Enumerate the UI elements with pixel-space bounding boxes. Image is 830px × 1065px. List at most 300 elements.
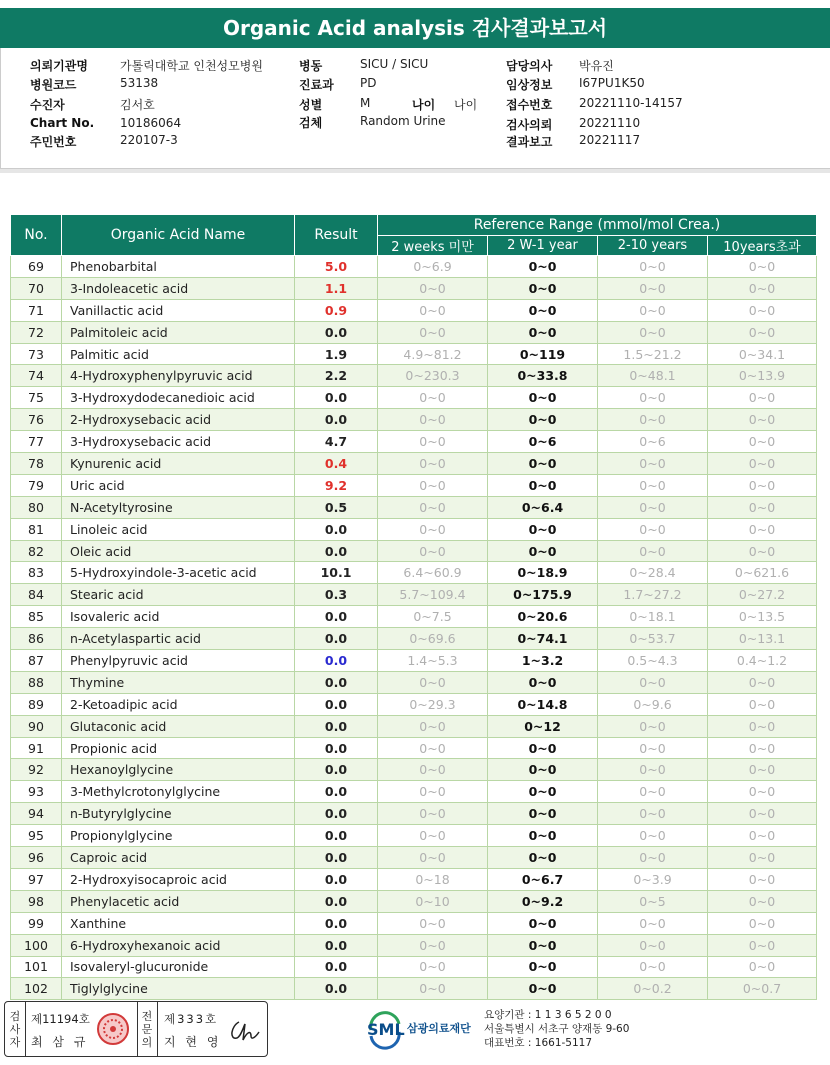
cell-ref-4: 0~0 [708,671,817,693]
cell-name: 2-Hydroxysebacic acid [62,409,295,431]
cell-no: 83 [11,562,62,584]
chart-value: 10186064 [120,116,182,130]
cell-result: 0.0 [295,956,378,978]
cell-no: 74 [11,365,62,387]
table-row [11,453,817,475]
cell-result: 0.9 [295,299,378,321]
cell-name: Phenylpyruvic acid [62,650,295,672]
col-header-reference: Reference Range (mmol/mol Crea.) [378,215,817,236]
cell-ref-1: 0~0 [378,540,488,562]
cell-ref-4: 0~0 [708,781,817,803]
table-row [11,868,817,890]
cell-ref-4: 0~0 [708,256,817,278]
table-row [11,365,817,387]
cell-no: 82 [11,540,62,562]
id-label: 주민번호 [30,135,77,149]
cell-result: 4.7 [295,431,378,453]
cell-ref-2: 0~0 [488,256,598,278]
company-contact [484,1008,629,1050]
cell-result: 0.0 [295,825,378,847]
cell-name: N-Acetyltyrosine [62,496,295,518]
cell-no: 84 [11,584,62,606]
signature-box [4,1001,268,1057]
care-code: 요양기관 : 1 1 3 6 5 2 0 0 [484,1009,612,1021]
cell-ref-1: 0~0 [378,671,488,693]
cell-ref-2: 0~20.6 [488,606,598,628]
table-row [11,759,817,781]
cell-result: 0.3 [295,584,378,606]
cell-ref-4: 0~27.2 [708,584,817,606]
cell-ref-1: 0~0 [378,912,488,934]
table-row [11,912,817,934]
cell-ref-1: 4.9~81.2 [378,343,488,365]
cell-ref-2: 0~12 [488,715,598,737]
cell-no: 73 [11,343,62,365]
receipt-label: 접수번호 [506,98,553,112]
cell-ref-3: 0~48.1 [598,365,708,387]
cell-name: Palmitic acid [62,343,295,365]
cell-ref-4: 0~0 [708,825,817,847]
cell-ref-4: 0~0 [708,956,817,978]
cell-ref-1: 0~0 [378,496,488,518]
cell-ref-3: 0~0 [598,496,708,518]
sex-value: M [360,96,371,110]
cell-ref-1: 5.7~109.4 [378,584,488,606]
cell-ref-1: 0~0 [378,387,488,409]
table-row [11,343,817,365]
table-row [11,299,817,321]
cell-ref-3: 0~0 [598,847,708,869]
clinical-label: 임상정보 [506,78,553,92]
cell-name: Kynurenic acid [62,453,295,475]
cell-ref-1: 1.4~5.3 [378,650,488,672]
report-date-label: 결과보고 [506,135,553,149]
cell-ref-4: 0~0 [708,759,817,781]
table-row [11,847,817,869]
cell-no: 86 [11,628,62,650]
cell-result: 0.0 [295,628,378,650]
table-row [11,650,817,672]
code-label: 병원코드 [30,78,77,92]
cell-no: 76 [11,409,62,431]
specialist-label: 전문의 [141,1010,153,1049]
table-row [11,584,817,606]
cell-name: Isovaleryl-glucuronide [62,956,295,978]
cell-ref-1: 0~0 [378,474,488,496]
examiner-no: 제11194호 [31,1012,90,1026]
cell-name: 5-Hydroxyindole-3-acetic acid [62,562,295,584]
examiner-label: 검사자 [9,1010,21,1049]
hospital-label: 의뢰기관명 [30,59,88,73]
table-row [11,978,817,1000]
cell-ref-3: 0~0 [598,825,708,847]
table-row [11,825,817,847]
cell-ref-2: 0~33.8 [488,365,598,387]
cell-ref-3: 0~0 [598,277,708,299]
cell-no: 79 [11,474,62,496]
cell-name: Glutaconic acid [62,715,295,737]
cell-result: 0.0 [295,759,378,781]
cell-no: 97 [11,868,62,890]
cell-ref-1: 0~0 [378,715,488,737]
cell-ref-4: 0~0 [708,387,817,409]
report-date-value: 20221117 [579,133,641,147]
cell-ref-2: 0~0 [488,912,598,934]
cell-result: 0.0 [295,803,378,825]
cell-ref-4: 0~0 [708,540,817,562]
cell-ref-3: 0~0 [598,474,708,496]
table-row [11,628,817,650]
examiner-seal-icon [96,1012,130,1046]
cell-result: 0.0 [295,912,378,934]
cell-name: 2-Hydroxyisocaproic acid [62,868,295,890]
dept-label: 진료과 [299,78,334,92]
table-row [11,540,817,562]
cell-ref-1: 0~0 [378,453,488,475]
cell-ref-1: 0~0 [378,299,488,321]
col-header-no: No. [11,215,62,256]
cell-name: Hexanoylglycine [62,759,295,781]
cell-no: 100 [11,934,62,956]
cell-result: 0.0 [295,671,378,693]
cell-name: Tiglylglycine [62,978,295,1000]
company-name: 삼광의료재단 [407,1022,471,1035]
results-body [11,256,817,1000]
cell-no: 81 [11,518,62,540]
cell-ref-4: 0~0 [708,868,817,890]
cell-ref-2: 0~0 [488,737,598,759]
cell-ref-3: 0~0 [598,409,708,431]
cell-ref-3: 0~28.4 [598,562,708,584]
cell-name: Thymine [62,671,295,693]
cell-ref-3: 0~5 [598,890,708,912]
cell-result: 0.0 [295,781,378,803]
cell-ref-4: 0~13.1 [708,628,817,650]
cell-no: 94 [11,803,62,825]
patient-value: 김서호 [120,98,155,112]
cell-result: 0.5 [295,496,378,518]
cell-ref-2: 0~18.9 [488,562,598,584]
cell-ref-1: 0~0 [378,934,488,956]
cell-ref-4: 0~0 [708,431,817,453]
request-value: 20221110 [579,116,641,130]
cell-ref-2: 0~0 [488,759,598,781]
table-row [11,387,817,409]
table-row [11,256,817,278]
cell-result: 0.0 [295,934,378,956]
cell-ref-3: 0~0 [598,299,708,321]
cell-ref-2: 0~0 [488,803,598,825]
cell-name: Caproic acid [62,847,295,869]
footer [0,998,830,1065]
cell-ref-1: 0~0 [378,803,488,825]
cell-ref-1: 0~0 [378,759,488,781]
cell-result: 0.0 [295,737,378,759]
cell-ref-2: 0~0 [488,453,598,475]
cell-ref-3: 0~0 [598,803,708,825]
col-header-ref-4: 10years초과 [708,235,817,256]
results-table [10,214,817,1000]
col-header-result: Result [295,215,378,256]
specialist-no: 제333호 [164,1012,219,1026]
cell-no: 72 [11,321,62,343]
col-header-ref-2: 2 W-1 year [488,235,598,256]
cell-ref-1: 6.4~60.9 [378,562,488,584]
cell-no: 91 [11,737,62,759]
cell-ref-4: 0~0.7 [708,978,817,1000]
cell-ref-3: 1.7~27.2 [598,584,708,606]
cell-ref-2: 1~3.2 [488,650,598,672]
cell-ref-1: 0~0 [378,956,488,978]
cell-ref-3: 0~6 [598,431,708,453]
table-row [11,518,817,540]
cell-result: 1.1 [295,277,378,299]
clinical-value: I67PU1K50 [579,76,645,90]
code-value: 53138 [120,76,159,90]
cell-ref-2: 0~0 [488,540,598,562]
cell-ref-4: 0~0 [708,912,817,934]
cell-no: 96 [11,847,62,869]
table-row [11,431,817,453]
table-row [11,606,817,628]
cell-result: 0.0 [295,978,378,1000]
cell-result: 0.0 [295,693,378,715]
cell-name: Xanthine [62,912,295,934]
cell-result: 1.9 [295,343,378,365]
cell-ref-4: 0~13.9 [708,365,817,387]
age-value: 나이 [454,98,478,112]
cell-ref-1: 0~29.3 [378,693,488,715]
address: 서울특별시 서초구 양재동 9-60 [484,1023,630,1035]
cell-result: 0.0 [295,518,378,540]
cell-no: 95 [11,825,62,847]
cell-name: n-Butyrylglycine [62,803,295,825]
cell-name: Phenylacetic acid [62,890,295,912]
cell-name: 3-Hydroxysebacic acid [62,431,295,453]
cell-result: 0.0 [295,650,378,672]
cell-result: 0.0 [295,387,378,409]
table-row [11,277,817,299]
cell-ref-4: 0~0 [708,453,817,475]
cell-ref-3: 0~9.6 [598,693,708,715]
cell-result: 10.1 [295,562,378,584]
cell-name: Palmitoleic acid [62,321,295,343]
cell-name: Stearic acid [62,584,295,606]
cell-ref-2: 0~74.1 [488,628,598,650]
cell-ref-2: 0~0 [488,321,598,343]
cell-ref-4: 0~0 [708,693,817,715]
cell-no: 88 [11,671,62,693]
cell-result: 0.0 [295,868,378,890]
cell-ref-2: 0~0 [488,825,598,847]
cell-ref-1: 0~230.3 [378,365,488,387]
age-label: 나이 [412,98,436,112]
table-row [11,496,817,518]
phone: 대표번호 : 1661-5117 [484,1037,593,1049]
table-row [11,715,817,737]
report-title: Organic Acid analysis 검사결과보고서 [0,8,830,48]
table-row [11,803,817,825]
cell-ref-2: 0~0 [488,387,598,409]
cell-ref-1: 0~0 [378,825,488,847]
cell-no: 101 [11,956,62,978]
cell-ref-4: 0~0 [708,715,817,737]
patient-info-section [0,48,830,169]
cell-ref-3: 0~0 [598,540,708,562]
cell-ref-1: 0~0 [378,781,488,803]
cell-ref-3: 0~0 [598,912,708,934]
cell-name: Vanillactic acid [62,299,295,321]
cell-ref-3: 0~0 [598,453,708,475]
cell-ref-3: 0~0.2 [598,978,708,1000]
cell-result: 9.2 [295,474,378,496]
cell-name: 6-Hydroxyhexanoic acid [62,934,295,956]
patient-label: 수진자 [30,98,65,112]
cell-ref-4: 0~0 [708,277,817,299]
cell-result: 0.0 [295,321,378,343]
cell-result: 0.0 [295,409,378,431]
cell-name: Uric acid [62,474,295,496]
cell-name: Linoleic acid [62,518,295,540]
cell-ref-3: 0~18.1 [598,606,708,628]
cell-ref-4: 0~0 [708,409,817,431]
cell-ref-1: 0~0 [378,431,488,453]
hospital-value: 가톨릭대학교 인천성모병원 [120,59,263,73]
cell-ref-3: 0~0 [598,781,708,803]
cell-ref-3: 0.5~4.3 [598,650,708,672]
cell-ref-1: 0~0 [378,321,488,343]
cell-ref-2: 0~0 [488,934,598,956]
cell-no: 75 [11,387,62,409]
table-row [11,890,817,912]
cell-ref-4: 0~0 [708,737,817,759]
cell-result: 0.0 [295,540,378,562]
cell-name: Isovaleric acid [62,606,295,628]
cell-ref-2: 0~9.2 [488,890,598,912]
cell-name: 3-Methylcrotonylglycine [62,781,295,803]
examiner-name: 최 삼 규 [31,1035,89,1049]
col-header-ref-3: 2-10 years [598,235,708,256]
cell-ref-2: 0~0 [488,847,598,869]
cell-ref-2: 0~6.7 [488,868,598,890]
cell-ref-4: 0~0 [708,496,817,518]
cell-ref-1: 0~18 [378,868,488,890]
cell-ref-2: 0~0 [488,277,598,299]
cell-ref-4: 0~0 [708,474,817,496]
table-row [11,781,817,803]
cell-ref-4: 0~0 [708,803,817,825]
cell-ref-4: 0~0 [708,847,817,869]
cell-ref-3: 0~0 [598,934,708,956]
cell-name: 3-Indoleacetic acid [62,277,295,299]
cell-ref-1: 0~0 [378,409,488,431]
cell-no: 102 [11,978,62,1000]
cell-no: 77 [11,431,62,453]
cell-ref-1: 0~69.6 [378,628,488,650]
cell-ref-3: 0~0 [598,956,708,978]
cell-ref-3: 0~3.9 [598,868,708,890]
cell-ref-2: 0~0 [488,474,598,496]
table-row [11,409,817,431]
cell-ref-2: 0~119 [488,343,598,365]
cell-result: 0.0 [295,606,378,628]
specimen-value: Random Urine [360,114,446,128]
cell-name: n-Acetylaspartic acid [62,628,295,650]
cell-ref-4: 0~0 [708,934,817,956]
cell-no: 71 [11,299,62,321]
signature-icon [227,1016,263,1046]
cell-no: 80 [11,496,62,518]
cell-ref-2: 0~6.4 [488,496,598,518]
cell-name: Propionic acid [62,737,295,759]
id-value: 220107-3 [120,133,178,147]
cell-ref-4: 0~0 [708,518,817,540]
doctor-label: 담당의사 [506,59,553,73]
cell-ref-3: 0~0 [598,321,708,343]
cell-no: 98 [11,890,62,912]
cell-name: 4-Hydroxyphenylpyruvic acid [62,365,295,387]
col-header-name: Organic Acid Name [62,215,295,256]
cell-ref-3: 0~53.7 [598,628,708,650]
request-label: 검사의뢰 [506,118,553,132]
table-row [11,737,817,759]
cell-ref-4: 0~621.6 [708,562,817,584]
cell-ref-1: 0~0 [378,847,488,869]
cell-ref-1: 0~0 [378,277,488,299]
chart-label: Chart No. [30,116,95,130]
cell-ref-4: 0~13.5 [708,606,817,628]
cell-ref-4: 0~0 [708,321,817,343]
cell-ref-2: 0~0 [488,956,598,978]
cell-no: 69 [11,256,62,278]
cell-no: 90 [11,715,62,737]
cell-ref-2: 0~175.9 [488,584,598,606]
doctor-value: 박유진 [579,59,614,73]
cell-ref-2: 0~6 [488,431,598,453]
ward-label: 병동 [299,59,323,73]
cell-no: 78 [11,453,62,475]
cell-result: 2.2 [295,365,378,387]
table-row [11,934,817,956]
cell-no: 70 [11,277,62,299]
section-divider [0,169,830,173]
table-row [11,671,817,693]
cell-name: Phenobarbital [62,256,295,278]
cell-ref-3: 0~0 [598,737,708,759]
cell-ref-1: 0~10 [378,890,488,912]
cell-ref-3: 1.5~21.2 [598,343,708,365]
table-row [11,474,817,496]
cell-ref-3: 0~0 [598,518,708,540]
receipt-value: 20221110-14157 [579,96,683,110]
cell-result: 0.0 [295,847,378,869]
cell-result: 5.0 [295,256,378,278]
dept-value: PD [360,76,377,90]
cell-ref-2: 0~0 [488,518,598,540]
cell-ref-3: 0~0 [598,715,708,737]
cell-ref-2: 0~0 [488,671,598,693]
cell-ref-2: 0~0 [488,978,598,1000]
cell-ref-1: 0~0 [378,737,488,759]
cell-ref-4: 0.4~1.2 [708,650,817,672]
cell-ref-4: 0~0 [708,299,817,321]
cell-ref-3: 0~0 [598,759,708,781]
cell-name: 3-Hydroxydodecanedioic acid [62,387,295,409]
cell-ref-2: 0~14.8 [488,693,598,715]
table-row [11,562,817,584]
cell-no: 93 [11,781,62,803]
table-row [11,321,817,343]
